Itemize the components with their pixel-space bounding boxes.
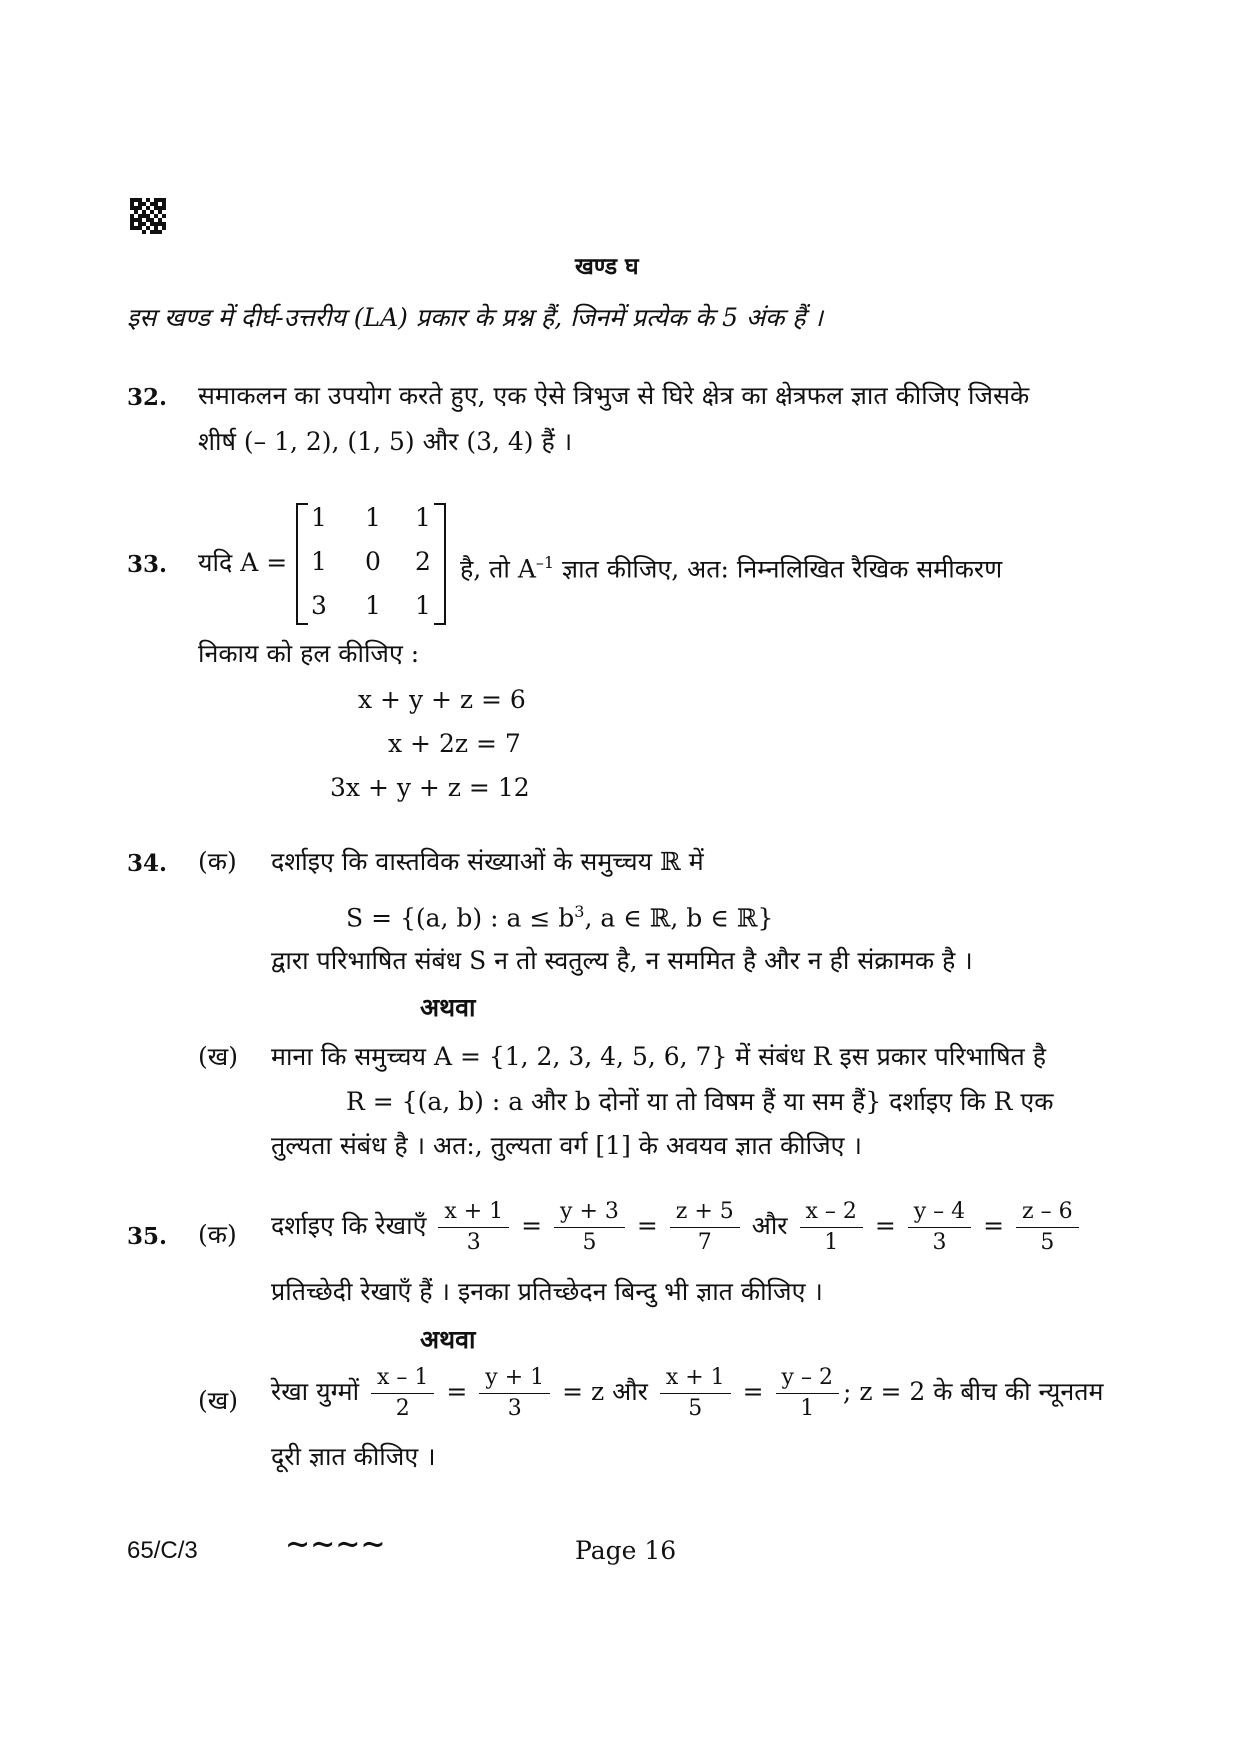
fraction [670,1199,740,1256]
equation-3: 3x + y + z = 12 [330,773,530,802]
numerator: y – 2 [776,1365,839,1394]
matrix-cell: 1 [415,591,431,620]
matrix-cell: 1 [365,503,381,532]
or-divider-34: अथवा [420,993,476,1022]
denominator: 3 [932,1230,947,1255]
denominator: 3 [466,1230,481,1255]
question-number-35: 35. [127,1223,168,1250]
tail-text: = z और [562,1377,648,1406]
q33-prefix: यदि A = [198,548,288,577]
denominator: 5 [582,1230,597,1255]
matrix-cell: 1 [365,591,381,620]
matrix-cell: 1 [311,503,327,532]
equation-2: x + 2z = 7 [388,729,521,758]
numerator: x – 2 [800,1199,863,1228]
q34-b-line1: माना कि समुच्चय A = {1, 2, 3, 4, 5, 6, 7} में संबंध R इस प्रकार परिभाषित है [271,1042,1047,1071]
numerator: z + 5 [670,1199,740,1228]
q35-b-line1 [271,1362,1103,1422]
paper-code: 65/C/3 [127,1537,198,1564]
question-number-33: 33. [127,551,168,578]
q34-a-set [346,895,773,935]
numerator: x + 1 [438,1199,509,1228]
q35-b-pre: रेखा युग्मों [271,1377,360,1406]
q33-suffix-a: है, तो A [460,554,536,584]
q34-a-line3: द्वारा परिभाषित संबंध S न तो स्वतुल्य है, न सममित है और न ही संक्रामक है । [271,946,973,975]
denominator: 5 [1040,1230,1055,1255]
numerator: y + 3 [554,1199,625,1228]
denominator: 7 [697,1230,712,1255]
matrix-cell: 3 [311,591,327,620]
fraction [554,1199,625,1256]
page-number: Page 16 [575,1536,677,1565]
fraction [479,1365,550,1422]
fraction [908,1199,971,1256]
matrix-cell: 1 [311,547,327,576]
and-word: और [751,1211,788,1240]
inverse-superscript: –1 [535,553,555,572]
fraction [371,1365,434,1422]
denominator: 1 [824,1230,839,1255]
qr-code [130,198,166,234]
q35-part-a-label: (क) [198,1220,237,1249]
q34-b-line2: R = {(a, b) : a और b दोनों या तो विषम हैं या सम हैं} दर्शाइए कि R एक [346,1087,1054,1116]
question-number-34: 34. [127,850,168,877]
numerator: x + 1 [660,1365,731,1394]
equals-sign: = [874,1211,896,1240]
ornament: ∼∼∼∼ [285,1527,386,1562]
numerator: x – 1 [371,1365,434,1394]
denominator: 2 [395,1396,410,1421]
q34-a-line1: दर्शाइए कि वास्तविक संख्याओं के समुच्चय ℝ में [271,847,704,876]
numerator: y – 4 [908,1199,971,1228]
fraction [1016,1199,1079,1256]
fraction [660,1365,731,1422]
q35-a-pre: दर्शाइए कि रेखाएँ [271,1211,427,1240]
or-divider-35: अथवा [420,1325,476,1354]
question-number-32: 32. [127,384,168,411]
q34-part-b-label: (ख) [198,1042,238,1071]
cube-superscript: 3 [574,902,585,921]
numerator: y + 1 [479,1365,550,1394]
equals-sign: = [521,1211,543,1240]
equals-sign: = [983,1211,1005,1240]
q34-b-line3: तुल्यता संबंध है । अत:, तुल्यता वर्ग [1] के अवयव ज्ञात कीजिए । [271,1131,862,1160]
matrix-a [296,503,446,625]
q35-a-line1 [271,1196,1083,1256]
matrix-cell: 2 [415,547,431,576]
equals-sign: = [446,1377,468,1406]
matrix-cell: 0 [365,547,381,576]
denominator: 3 [507,1396,522,1421]
q32-line2: शीर्ष (– 1, 2), (1, 5) और (3, 4) हैं । [198,427,573,456]
set-s-part2: , a ∈ ℝ, b ∈ ℝ} [584,903,774,933]
fraction [438,1199,509,1256]
section-title: खण्ड घ [575,253,639,280]
q32-line1: समाकलन का उपयोग करते हुए, एक ऐसे त्रिभुज से घिरे क्षेत्र का क्षेत्रफल ज्ञात कीजिए जिसके [198,381,1030,410]
q35-part-b-label: (ख) [198,1386,238,1415]
denominator: 1 [800,1396,815,1421]
equation-1: x + y + z = 6 [358,685,526,714]
set-s-part1: S = {(a, b) : a ≤ b [346,903,575,933]
equals-sign: = [636,1211,658,1240]
q33-suffix-b: ज्ञात कीजिए, अत: निम्नलिखित रैखिक समीकरण [554,554,1003,584]
q33-line2: निकाय को हल कीजिए : [198,639,420,668]
tail-text: ; z = 2 के बीच की न्यूनतम [842,1377,1104,1406]
equals-sign: = [742,1377,764,1406]
q34-part-a-label: (क) [198,847,237,876]
numerator: z – 6 [1016,1199,1079,1228]
matrix-cell: 1 [415,503,431,532]
denominator: 5 [688,1396,703,1421]
fraction [800,1199,863,1256]
section-instruction: इस खण्ड में दीर्घ-उत्तरीय (LA) प्रकार के प्रश्न हैं, जिनमें प्रत्येक के 5 अंक हैं । [127,303,823,332]
fraction [776,1365,839,1422]
q35-a-line2: प्रतिच्छेदी रेखाएँ हैं । इनका प्रतिच्छेदन बिन्दु भी ज्ञात कीजिए । [271,1277,823,1306]
q33-suffix [460,546,1002,586]
q35-b-line2: दूरी ज्ञात कीजिए । [271,1442,436,1471]
